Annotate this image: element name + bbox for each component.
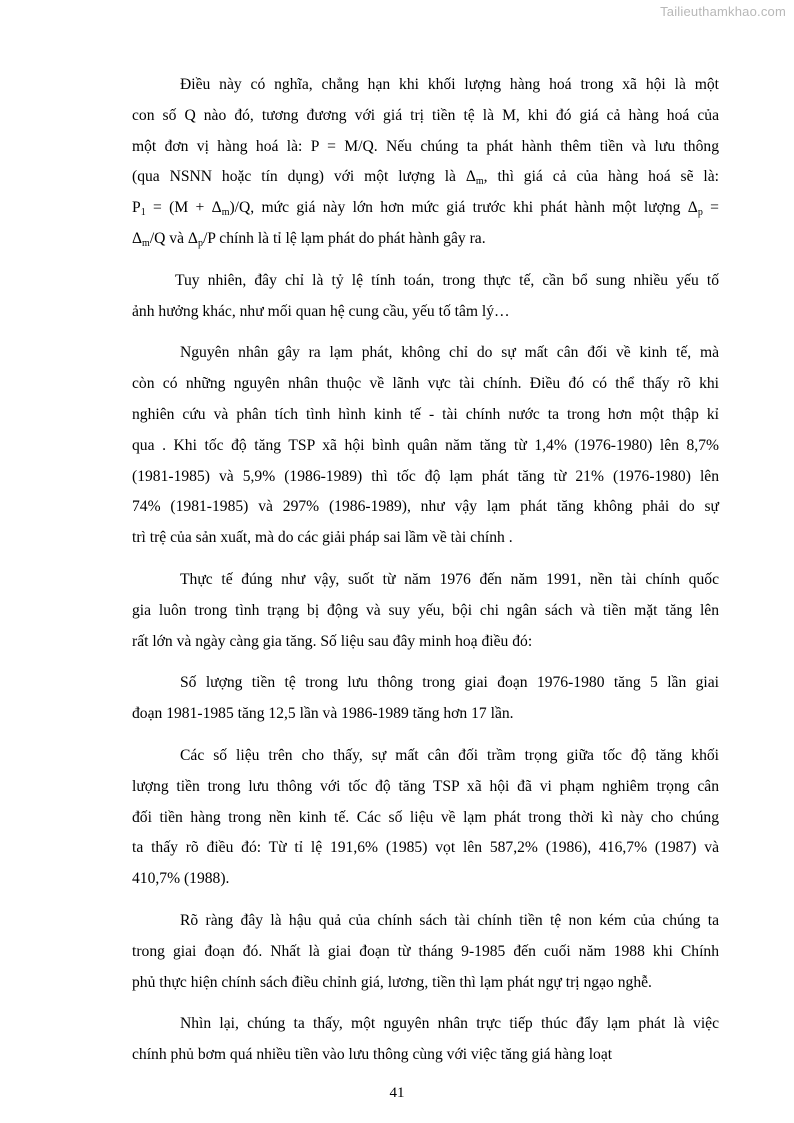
text-line: một đơn vị hàng hoá là: P = M/Q. Nếu chúng ta phát hành thêm tiền và lưu thông xyxy=(132,137,719,155)
watermark: Tailieuthamkhao.com xyxy=(660,4,786,19)
text-line: (1981-1985) và 5,9% (1986-1989) thì tốc độ lạm phát tăng từ 21% (1976-1980) lên xyxy=(132,467,719,485)
text-line: phủ thực hiện chính sách điều chỉnh giá, lương, tiền thì lạm phát ngự trị ngạo nghễ. xyxy=(132,973,652,991)
text-line: Các số liệu trên cho thấy, sự mất cân đối trầm trọng giữa tốc độ tăng khối xyxy=(180,746,719,764)
text-line: $\Delta_m/Q$ và $\Delta_p/P$ chính là tỉ lệ lạm phát do phát hành gây ra. xyxy=(132,229,486,249)
page-number: 41 xyxy=(389,1085,405,1101)
text-line: trong giai đoạn đó. Nhất là giai đoạn từ tháng 9-1985 đến cuối năm 1988 khi Chính xyxy=(132,942,719,960)
text-line: 410,7% (1988). xyxy=(132,870,230,888)
text-line: Số lượng tiền tệ trong lưu thông trong giai đoạn 1976-1980 tăng 5 lần giai xyxy=(180,674,719,692)
paragraph xyxy=(132,565,719,657)
text-line: Rõ ràng đây là hậu quả của chính sách tài chính tiền tệ non kém của chúng ta xyxy=(180,911,719,929)
paragraph xyxy=(132,668,719,730)
text-line: chính phủ bơm quá nhiều tiền vào lưu thông cùng với việc tăng giá hàng loạt xyxy=(132,1046,613,1064)
text-line: đoạn 1981-1985 tăng 12,5 lần và 1986-1989 tăng hơn 17 lần. xyxy=(132,705,514,723)
text-line: Tuy nhiên, đây chỉ là tỷ lệ tính toán, trong thực tế, cần bổ sung nhiều yếu tố xyxy=(175,271,719,289)
text-line: gia luôn trong tình trạng bị động và suy yếu, bội chi ngân sách và tiền mặt tăng lên xyxy=(132,601,719,619)
paragraph xyxy=(132,741,719,895)
text-line: $P_1 = (M + \Delta_m)/Q$, mức giá này lớn hơn mức giá trước khi phát hành một lượng $\Delta_p$ = xyxy=(132,199,719,219)
text-line: trì trệ của sản xuất, mà do các giải pháp sai lầm về tài chính . xyxy=(132,529,513,547)
paragraph xyxy=(132,338,719,554)
text-line: đối tiền hàng trong nền kinh tế. Các số liệu về lạm phát trong thời kì này cho chúng xyxy=(132,808,719,826)
text-line: qua . Khi tốc độ tăng TSP xã hội bình quân năm tăng từ 1,4% (1976-1980) lên 8,7% xyxy=(132,436,719,454)
text-line: 74% (1981-1985) và 297% (1986-1989), như vậy lạm phát tăng không phải do sự xyxy=(132,498,719,516)
text-line: Nguyên nhân gây ra lạm phát, không chỉ do sự mất cân đối về kinh tế, mà xyxy=(180,344,719,362)
text-line: ta thấy rõ điều đó: Từ tỉ lệ 191,6% (1985) vọt lên 587,2% (1986), 416,7% (1987) và xyxy=(132,839,719,857)
text-line: còn có những nguyên nhân thuộc về lãnh vực tài chính. Điều đó có thể thấy rõ khi xyxy=(132,375,719,393)
paragraph xyxy=(132,266,719,328)
text-line: rất lớn và ngày càng gia tăng. Số liệu sau đây minh hoạ điều đó: xyxy=(132,632,533,650)
text-line: ảnh hưởng khác, như mối quan hệ cung cầu, yếu tố tâm lý… xyxy=(132,302,510,320)
body-text xyxy=(132,70,719,1082)
text-line: con số Q nào đó, tương đương với giá trị tiền tệ là M, khi đó giá cả hàng hoá của xyxy=(132,106,719,124)
text-line: nghiên cứu và phân tích tình hình kinh tế - tài chính nước ta trong hơn một thập kỉ xyxy=(132,405,719,423)
text-line: (qua NSNN hoặc tín dụng) với một lượng là $\Delta_m$, thì giá cả của hàng hoá sẽ là: xyxy=(132,168,719,188)
paragraph xyxy=(132,1009,719,1071)
paragraph xyxy=(132,70,719,255)
paragraph xyxy=(132,906,719,998)
text-line: Thực tế đúng như vậy, suốt từ năm 1976 đến năm 1991, nền tài chính quốc xyxy=(180,570,719,588)
text-line: lượng tiền trong lưu thông với tốc độ tăng TSP xã hội đã vi phạm nghiêm trọng cân xyxy=(132,777,719,795)
text-line: Điều này có nghĩa, chẳng hạn khi khối lượng hàng hoá trong xã hội là một xyxy=(180,76,719,93)
text-line: Nhìn lại, chúng ta thấy, một nguyên nhân trực tiếp thúc đẩy lạm phát là việc xyxy=(180,1015,719,1033)
